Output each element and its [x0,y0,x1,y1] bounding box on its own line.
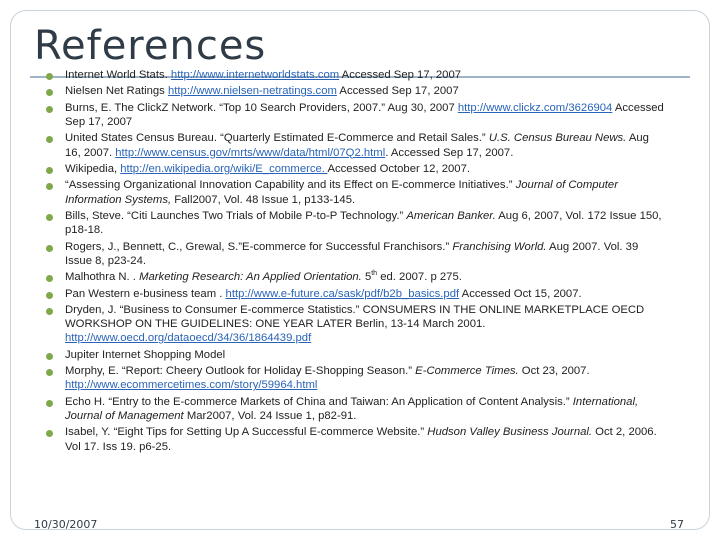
bullet-icon [46,369,53,376]
reference-item: Jupiter Internet Shopping Model [46,348,666,362]
reference-item: Pan Western e-business team . http://www.e-future.ca/sask/pdf/b2b_basics.pdf Accessed Oct 15, 2007. [46,287,666,301]
bullet-icon [46,89,53,96]
bullet-icon [46,308,53,315]
reference-item: Rogers, J., Bennett, C., Grewal, S.”E-commerce for Successful Franchisors.” Franchising World. Aug 2007. Vol. 39 Issue 8, p23-24. [46,240,666,268]
reference-item: Wikipedia, http://en.wikipedia.org/wiki/E_commerce. Accessed October 12, 2007. [46,162,666,176]
reference-link[interactable]: http://www.internetworldstats.com [170,69,340,81]
reference-item: United States Census Bureau. “Quarterly Estimated E-Commerce and Retail Sales.” U.S. Census Bureau News. Aug 16, 2007. http://www.census.gov/mrts/www/data/html/07Q2.html. Accessed Sep 17, 2007. [46,131,666,159]
bullet-icon [46,245,53,252]
reference-link[interactable]: http://www.oecd.org/dataoecd/34/36/1864439.pdf [65,332,312,345]
bullet-icon [46,167,53,174]
reference-item: Morphy, E. “Report: Cheery Outlook for Holiday E-Shopping Season.” E-Commerce Times. Oct 23, 2007. http://www.ecommercetimes.com/story/59964.html [46,364,666,392]
reference-item: Internet World Stats. http://www.internetworldstats.com Accessed Sep 17, 2007 [46,68,666,82]
bullet-icon [46,275,53,282]
reference-item: Echo H. “Entry to the E-commerce Markets of China and Taiwan: An Application of Content Analysis.” International, Journal of Management Mar2007, Vol. 24 Issue 1, p82-91. [46,395,666,423]
reference-link[interactable]: http://www.ecommercetimes.com/story/59964.html [65,379,318,392]
reference-link[interactable]: http://en.wikipedia.org/wiki/E_commerce. [120,162,328,175]
bullet-icon [46,183,53,190]
reference-link[interactable]: http://www.census.gov/mrts/www/data/html/07Q2.html [115,146,386,159]
bullet-icon [46,136,53,143]
bullet-icon [46,73,53,80]
reference-link[interactable]: http://www.e-future.ca/sask/pdf/b2b_basics.pdf [225,287,460,300]
footer-date: 10/30/2007 [34,518,98,531]
bullet-icon [46,430,53,437]
bullet-icon [46,400,53,407]
bullet-icon [46,214,53,221]
reference-item: Burns, E. The ClickZ Network. “Top 10 Search Providers, 2007.” Aug 30, 2007 http://www.clickz.com/3626904 Accessed Sep 17, 2007 [46,101,666,129]
reference-link[interactable]: http://www.clickz.com/3626904 [457,101,613,114]
reference-item: Nielsen Net Ratings http://www.nielsen-netratings.com Accessed Sep 17, 2007 [46,84,666,98]
reference-item: Bills, Steve. “Citi Launches Two Trials of Mobile P-to-P Technology.” American Banker. Aug 6, 2007, Vol. 172 Issue 150, p18-18. [46,209,666,237]
page-number: 57 [670,518,684,531]
reference-item: Malhothra N. . Marketing Research: An Applied Orientation. 5th ed. 2007. p 275. [46,270,666,284]
slide-title: References [34,23,267,69]
bullet-icon [46,292,53,299]
reference-link[interactable]: http://www.nielsen-netratings.com [167,85,337,98]
bullet-icon [46,106,53,113]
reference-item: Isabel, Y. “Eight Tips for Setting Up A Successful E-commerce Website.” Hudson Valley Business Journal. Oct 2, 2006. Vol 17. Iss 19. p6-25. [46,425,666,453]
reference-item: Dryden, J. “Business to Consumer E-commerce Statistics.” CONSUMERS IN THE ONLINE MARKETPLACE OECD WORKSHOP ON THE GUIDELINES: ONE YEAR LATER Berlin, 13-14 March 2001. http://www.oecd.org/dataoecd/34/36/1864439.pdf [46,303,666,346]
bullet-icon [46,353,53,360]
references-list [46,68,666,456]
reference-item: “Assessing Organizational Innovation Capability and its Effect on E-commerce Initiatives.” Journal of Computer Information Systems, Fall2007, Vol. 48 Issue 1, p133-145. [46,178,666,206]
